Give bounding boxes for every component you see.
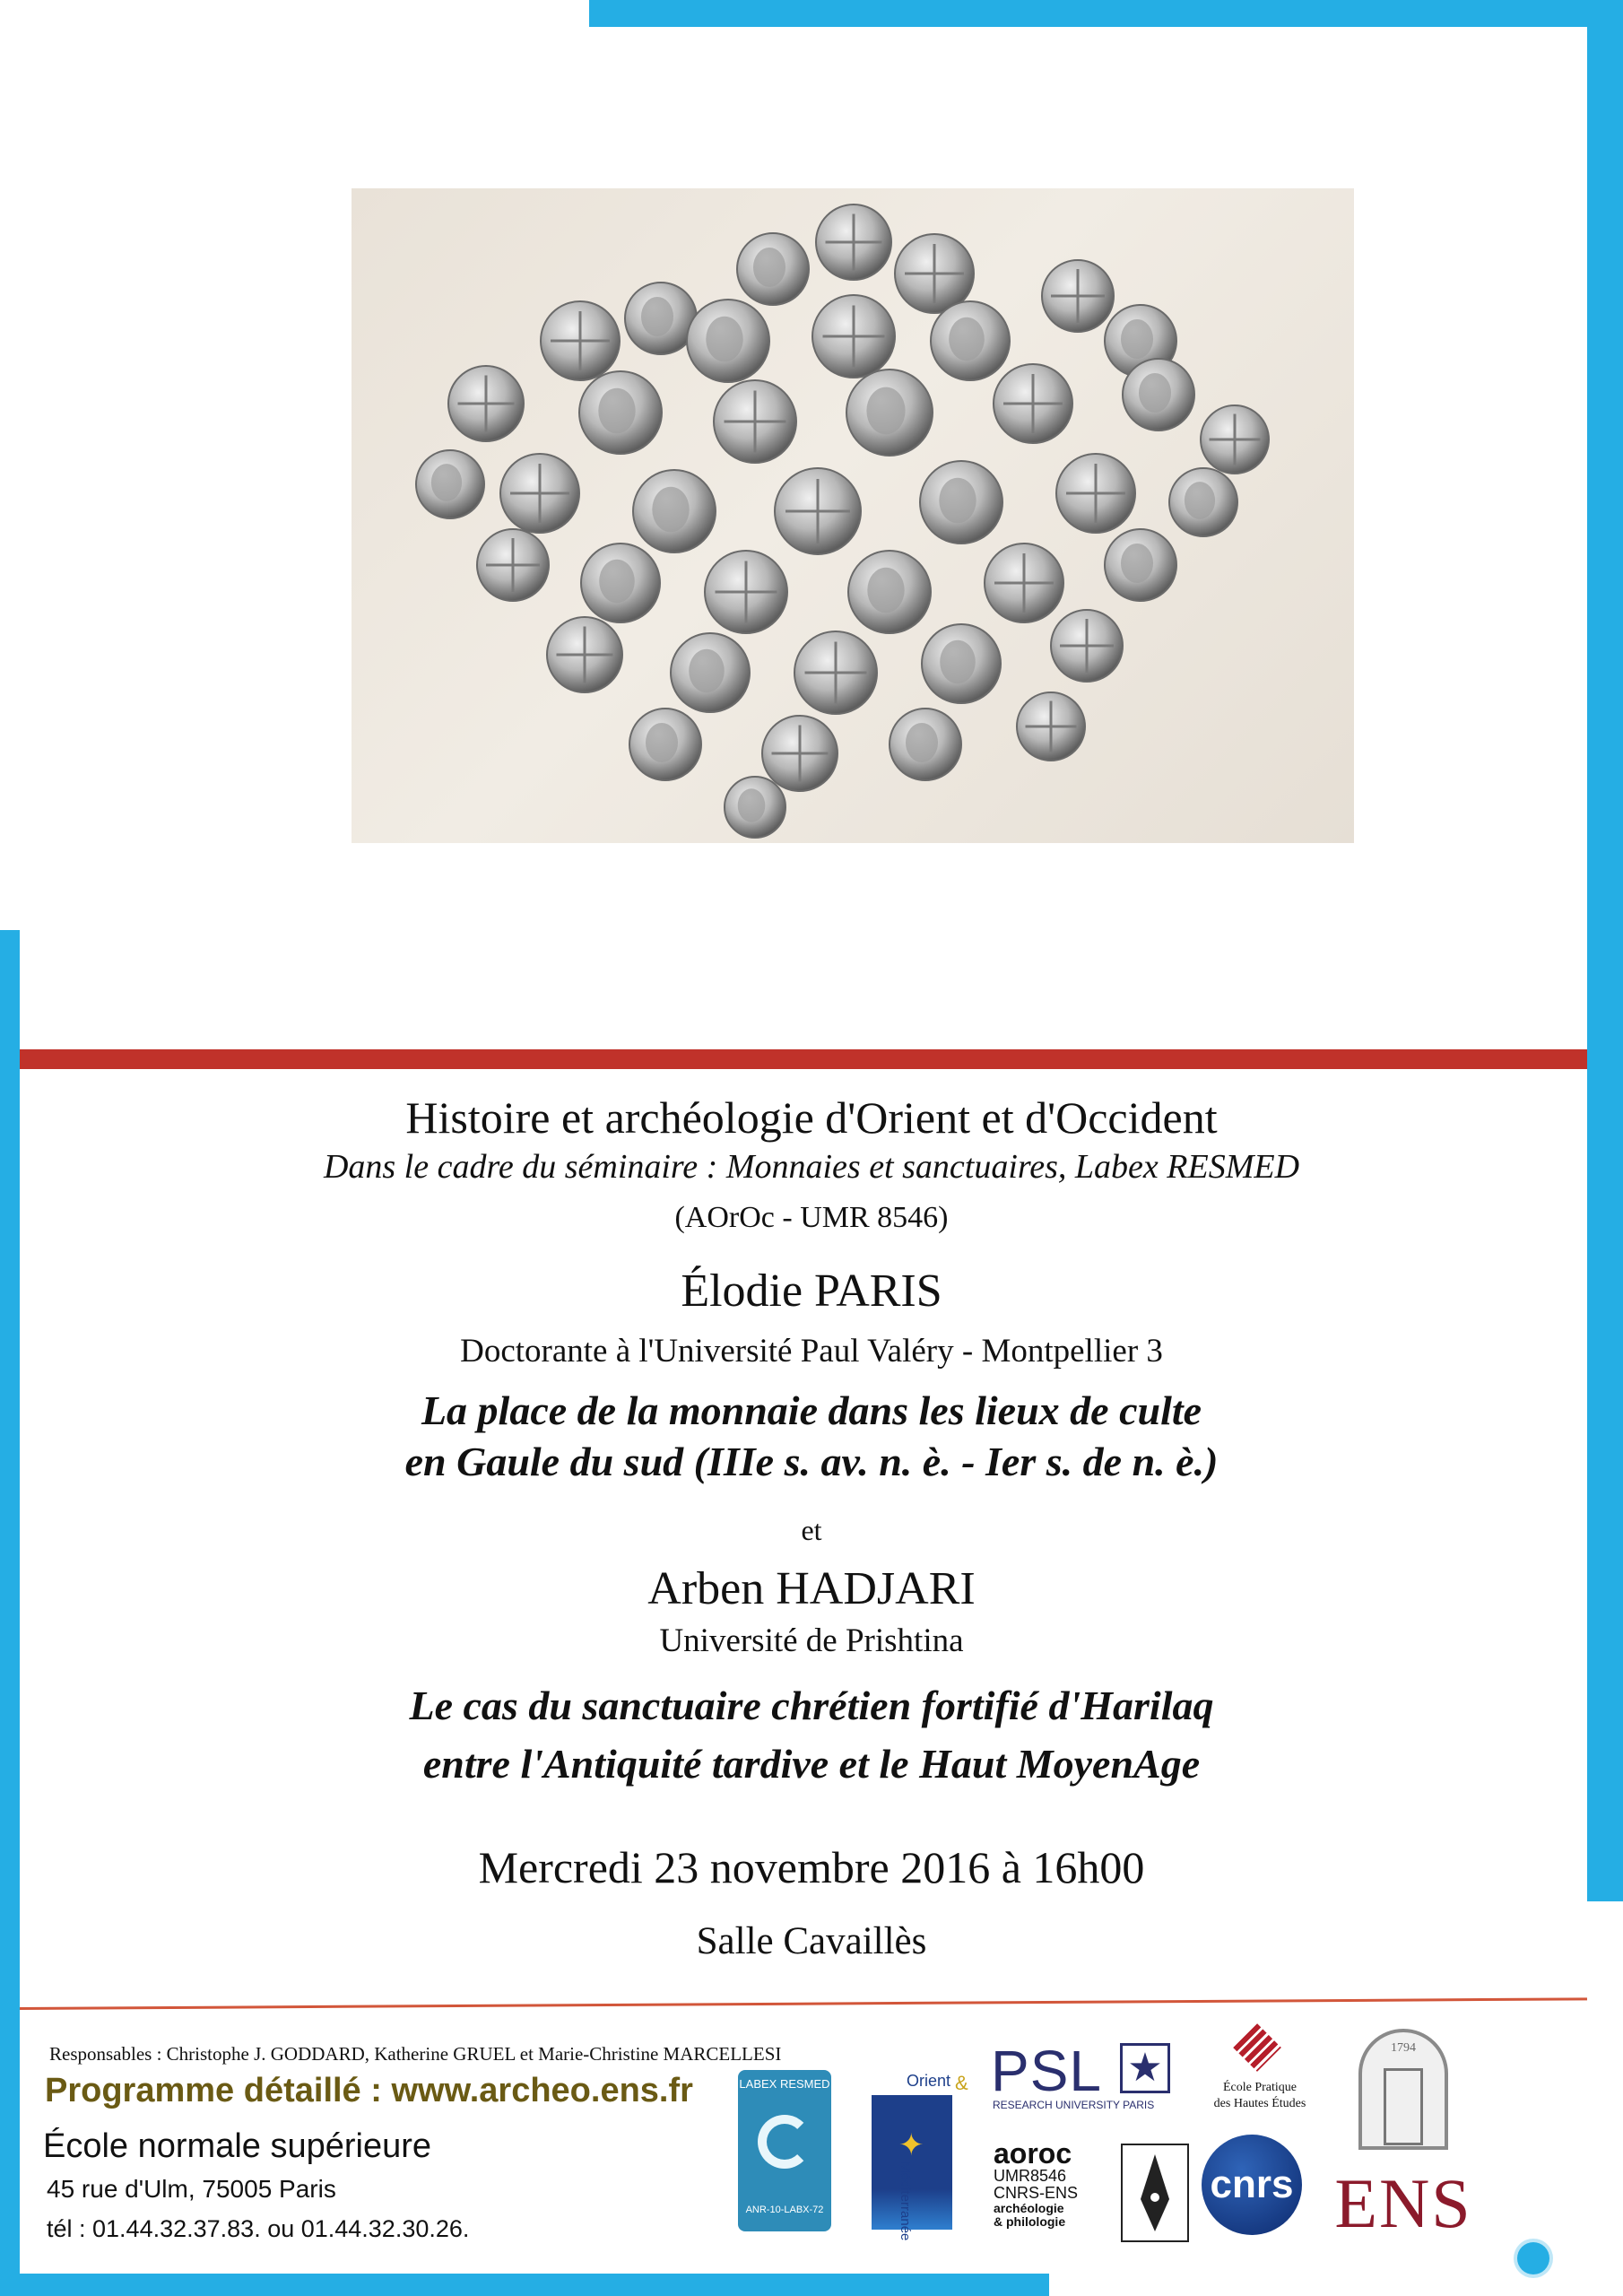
conjunction: et bbox=[801, 1514, 822, 1546]
speaker2-talk-line2: entre l'Antiquité tardive et le Haut MoyenAge bbox=[422, 1741, 1201, 1787]
speaker2-affiliation: Université de Prishtina bbox=[659, 1622, 964, 1659]
wave-icon bbox=[758, 2115, 812, 2169]
programme-link[interactable]: Programme détaillé : www.archeo.ens.fr bbox=[45, 2072, 693, 2109]
coin-head-relief bbox=[940, 640, 976, 683]
event-room: Salle Cavaillès bbox=[696, 1920, 927, 1962]
ens-text: ENS bbox=[1334, 2164, 1472, 2242]
speaker1-affiliation: Doctorante à l'Université Paul Valéry - Montpellier 3 bbox=[460, 1333, 1163, 1370]
cnrs-text: cnrs bbox=[1210, 2162, 1294, 2206]
red-thin-line bbox=[20, 1997, 1587, 2010]
aoroc-sub4: & philologie bbox=[994, 2214, 1066, 2229]
coin-head-relief bbox=[646, 723, 678, 762]
labex-label: LABEX RESMED bbox=[739, 2077, 830, 2091]
cnrs-logo bbox=[1202, 2135, 1302, 2235]
seminar-subtitle: Dans le cadre du séminaire : Monnaies et sanctuaires, Labex RESMED bbox=[323, 1148, 1300, 1186]
ephe-line1: École Pratique bbox=[1222, 2081, 1298, 2094]
bottom-blue-band bbox=[0, 2274, 1049, 2296]
pen-nib-icon bbox=[1121, 2144, 1189, 2242]
star-icon: ✦ bbox=[898, 2129, 924, 2162]
coin-head-relief bbox=[1185, 482, 1215, 519]
ephe-logo bbox=[1206, 2029, 1314, 2118]
coin-head-relief bbox=[867, 568, 904, 613]
coin-hoard-photo bbox=[352, 188, 1354, 843]
psl-text: PSL bbox=[991, 2039, 1102, 2103]
right-blue-band bbox=[1587, 0, 1623, 1901]
coin-head-relief bbox=[431, 464, 462, 501]
coin-head-relief bbox=[599, 560, 635, 603]
responsables: Responsables : Christophe J. GODDARD, Katherine GRUEL et Marie-Christine MARCELLESI bbox=[49, 2043, 782, 2065]
ephe-line2: des Hautes Études bbox=[1213, 2097, 1306, 2110]
orient-amp: & bbox=[955, 2072, 968, 2094]
institution-name: École normale supérieure bbox=[43, 2127, 432, 2165]
coin-head-relief bbox=[866, 387, 905, 435]
coin-head-relief bbox=[753, 248, 785, 287]
aoroc-sub2: CNRS-ENS bbox=[994, 2184, 1079, 2202]
address: 45 rue d'Ulm, 75005 Paris bbox=[47, 2175, 336, 2203]
phone: tél : 01.44.32.37.83. ou 01.44.32.30.26. bbox=[47, 2215, 470, 2242]
psl-subtitle: RESEARCH UNIVERSITY PARIS bbox=[993, 2099, 1155, 2111]
speaker1-name: Élodie PARIS bbox=[681, 1265, 942, 1317]
ens-door-icon bbox=[1384, 2068, 1423, 2145]
share-icon[interactable] bbox=[1517, 2242, 1549, 2274]
coin-head-relief bbox=[939, 478, 976, 524]
speaker2-name: Arben HADJARI bbox=[647, 1563, 976, 1614]
coin-head-relief bbox=[1121, 319, 1153, 359]
series-title: Histoire et archéologie d'Orient et d'Occident bbox=[405, 1092, 1218, 1143]
coin-head-relief bbox=[641, 297, 673, 336]
aoroc-sub3: archéologie bbox=[994, 2201, 1064, 2215]
coin-head-relief bbox=[1139, 373, 1171, 413]
speaker1-talk-line2: en Gaule du sud (IIIe s. av. n. è. - Ier s. de n. è.) bbox=[404, 1439, 1219, 1484]
coin-hoard-illustration bbox=[352, 188, 1354, 843]
coin-head-relief bbox=[706, 317, 742, 362]
speaker1-talk-line1: La place de la monnaie dans les lieux de culte bbox=[421, 1387, 1202, 1433]
ens-logo bbox=[1327, 2029, 1480, 2244]
aoroc-text: aoroc bbox=[994, 2137, 1072, 2170]
red-divider bbox=[20, 1049, 1587, 1069]
top-blue-band bbox=[589, 0, 1623, 27]
orient-mediterranee-logo bbox=[866, 2072, 974, 2241]
coin-head-relief bbox=[689, 649, 725, 692]
ens-year: 1794 bbox=[1391, 2041, 1416, 2055]
psl-logo bbox=[991, 2038, 1184, 2109]
aoroc-sub1: UMR8546 bbox=[994, 2167, 1067, 2185]
psl-star-icon: ★ bbox=[1120, 2043, 1170, 2093]
event-date: Mercredi 23 novembre 2016 à 16h00 bbox=[478, 1842, 1145, 1892]
coin-head-relief bbox=[1121, 544, 1153, 583]
coin-head-relief bbox=[652, 487, 689, 533]
labex-code: ANR-10-LABX-72 bbox=[745, 2205, 824, 2215]
orient-label: Orient bbox=[907, 2072, 951, 2090]
coin-head-relief bbox=[949, 317, 985, 361]
mediterranee-label: Méditerranée bbox=[898, 2161, 913, 2241]
ephe-diamond-icon bbox=[1233, 2023, 1281, 2072]
coin-head-relief bbox=[738, 788, 766, 822]
ens-arch-icon bbox=[1358, 2029, 1448, 2150]
labex-resmed-logo bbox=[738, 2070, 831, 2231]
speaker2-talk-line1: Le cas du sanctuaire chrétien fortifié d'Harilaq bbox=[409, 1683, 1214, 1728]
coin-head-relief bbox=[598, 388, 635, 434]
aoroc-logo bbox=[994, 2139, 1101, 2238]
coin-head-relief bbox=[906, 723, 938, 762]
lab-label: (AOrOc - UMR 8546) bbox=[674, 1201, 949, 1234]
